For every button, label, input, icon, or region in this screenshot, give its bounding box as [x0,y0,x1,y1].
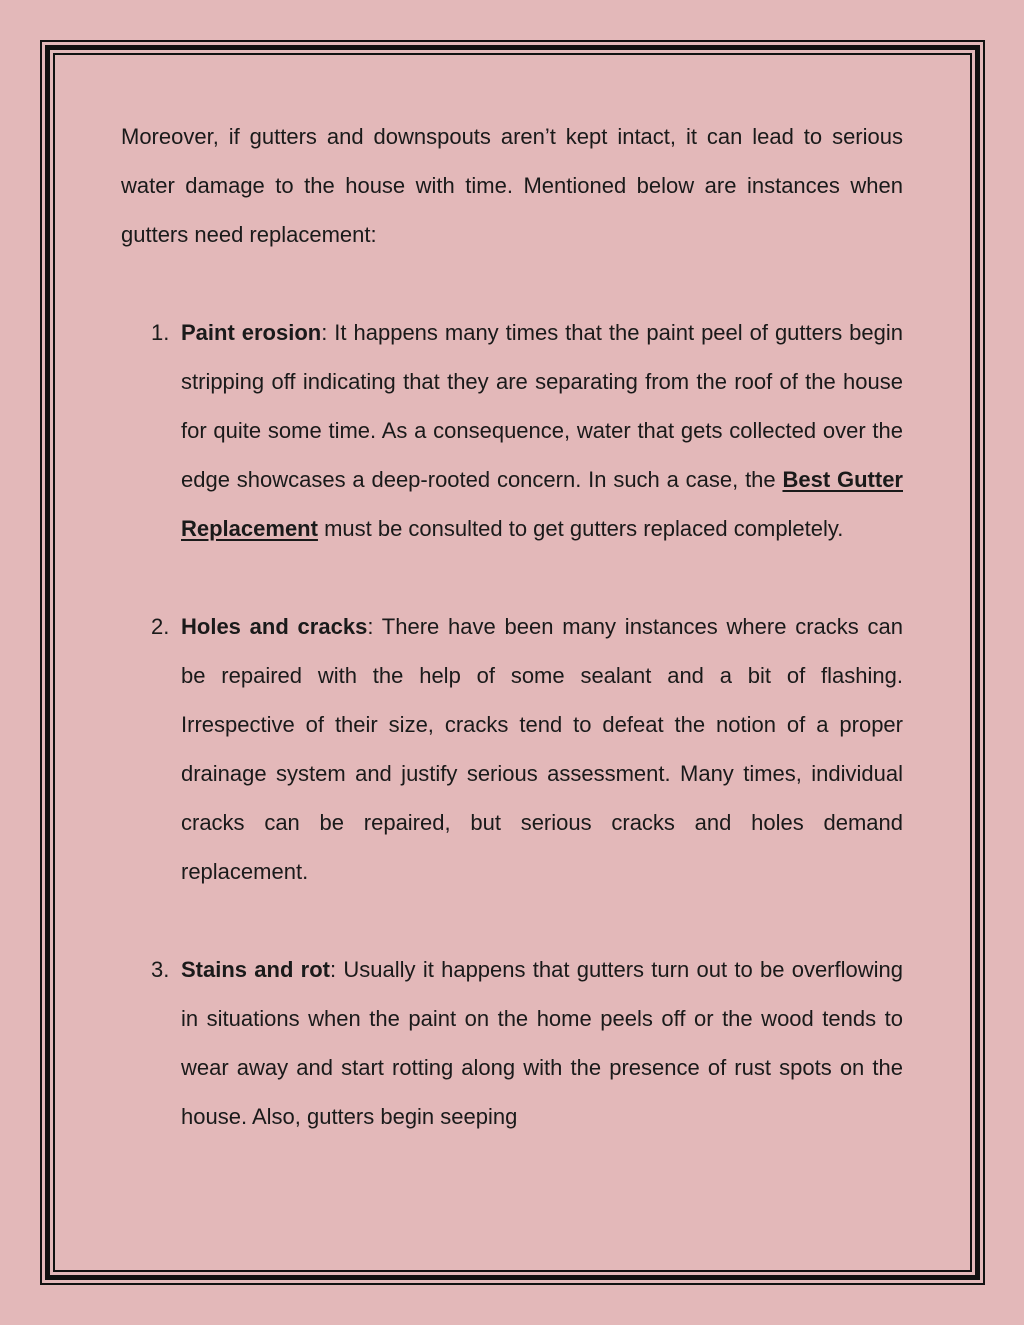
term-separator: : [321,320,328,345]
document-body [121,112,903,1190]
term-paint-erosion: Paint erosion [181,320,322,345]
term-holes-and-cracks: Holes and cracks [181,614,368,639]
item-text: Usually it happens that gutters turn out to be overflowing in situations when the paint on the home peels off or the wood tends to wear away and start rotting along with the presence of rust spots on the house. Also, gutters begin seeping [181,957,903,1129]
replacement-reasons-list [121,308,903,1141]
best-gutter-replacement-link[interactable]: Best Gutter Replacement [181,467,903,541]
term-separator: : [367,614,374,639]
list-item-paint-erosion [121,308,903,553]
item-text: There have been many instances where cracks can be repaired with the help of some sealant and a bit of flashing. Irrespective of their size, cracks tend to defeat the notion of a proper drainage system and justify serious assessment. Many times, individual cracks can be repaired, but serious cracks and holes demand replacement. [181,614,904,884]
item-text-continued: must be consulted to get gutters replaced completely. [317,516,844,541]
list-item-stains-and-rot [121,945,903,1141]
list-number: 2. [151,614,170,639]
term-separator: : [330,957,337,982]
item-text: It happens many times that the paint peel of gutters begin stripping off indicating that they are separating from the roof of the house for quite some time. As a consequence, water that gets collected over the edge showcases a deep-rooted concern. In such a case, the [181,320,903,492]
list-item-holes-and-cracks [121,602,903,896]
list-number: 3. [151,957,170,982]
intro-paragraph: Moreover, if gutters and downspouts aren’t kept intact, it can lead to serious water damage to the house with time. Mentioned below are instances when gutters need replacement: [121,124,903,247]
term-stains-and-rot: Stains and rot [181,957,331,982]
list-number: 1. [151,320,170,345]
